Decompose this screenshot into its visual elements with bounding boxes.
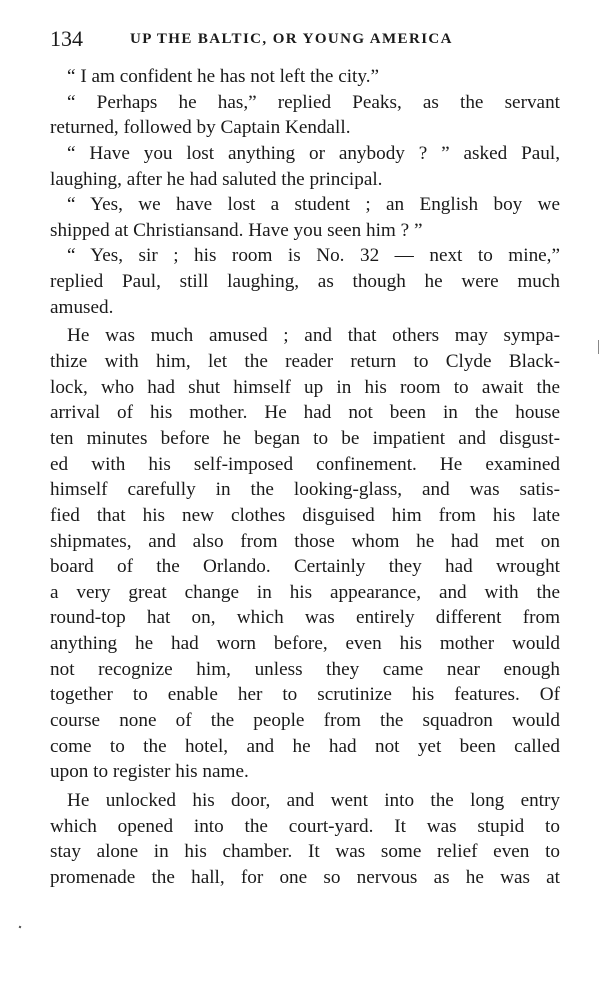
running-title: UP THE BALTIC, OR YOUNG AMERICA [130,31,453,47]
text-line: not recognize him, unless they came near enough [50,658,560,680]
text-line: anything he had worn before, even his mother would [50,633,560,655]
text-line: “ Yes, sir ; his room is No. 32 — next to mine,” [67,245,560,267]
body-text [50,64,560,891]
text-line: shipped at Christiansand. Have you seen him ? ” [50,219,423,241]
text-line: “ Yes, we have lost a student ; an English boy we [67,194,560,216]
text-line: come to the hotel, and he had not yet been called [50,735,560,757]
text-line: round-top hat on, which was entirely different from [50,607,560,629]
text-line: laughing, after he had saluted the principal. [50,168,383,190]
text-line: ten minutes before he began to be impatient and disgust- [50,427,560,449]
text-line: a very great change in his appearance, and with the [50,581,560,603]
text-line: He was much amused ; and that others may sympa- [67,325,560,347]
page-number: 134 [50,26,83,51]
text-line: thize with him, let the reader return to Clyde Black- [50,351,560,373]
text-line: stay alone in his chamber. It was some relief even to [50,841,560,863]
page-header [50,24,560,54]
text-line: course none of the people from the squadron would [50,710,560,732]
text-line: “ Have you lost anything or anybody ? ” asked Paul, [67,142,560,164]
text-line: upon to register his name. [50,761,249,783]
text-line: ed with his self-imposed confinement. He examined [50,453,560,475]
text-line: lock, who had shut himself up in his room to await the [50,376,560,398]
text-line: fied that his new clothes disguised him from his late [50,504,560,526]
text-line: “ Perhaps he has,” replied Peaks, as the servant [67,91,560,113]
text-line: returned, followed by Captain Kendall. [50,117,351,139]
text-line: “ I am confident he has not left the city.” [67,66,380,87]
margin-mark [598,340,599,354]
text-line: board of the Orlando. Certainly they had wrought [50,556,560,578]
text-line: which opened into the court-yard. It was stupid to [50,815,560,837]
text-line: replied Paul, still laughing, as though he were much [50,271,560,293]
text-line: himself carefully in the looking-glass, and was satis- [50,479,560,501]
text-line: shipmates, and also from those whom he had met on [50,530,560,552]
print-speck [19,926,22,929]
text-line: promenade the hall, for one so nervous as he was at [50,866,560,888]
text-line: amused. [50,296,114,318]
text-line: He unlocked his door, and went into the long entry [67,789,560,811]
text-line: together to enable her to scrutinize his features. Of [50,684,560,706]
text-line: arrival of his mother. He had not been in the house [50,402,560,424]
